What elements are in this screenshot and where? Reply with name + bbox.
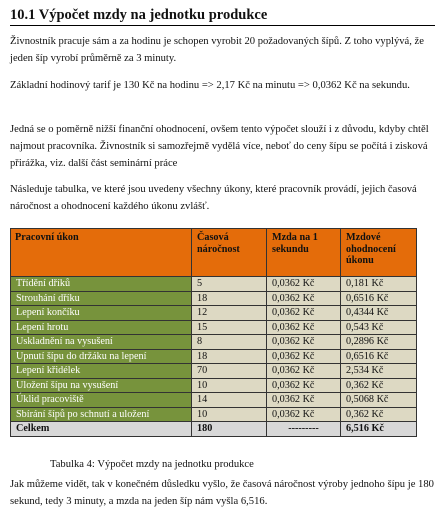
task-cell: Lepení křidélek bbox=[11, 364, 192, 379]
task-cell: Lepení hrotu bbox=[11, 320, 192, 335]
table-row bbox=[11, 335, 417, 350]
table-row bbox=[11, 291, 417, 306]
task-cell: Uskladnění na vysušení bbox=[11, 335, 192, 350]
paragraph-conclusion: Jak můžeme vidět, tak v konečném důsledku vyšlo, že časová náročnost výroby jednoho šípu je 180 sekund, tedy 3 minuty, a mzda na jeden šíp nám vyšla 6,516. bbox=[10, 479, 434, 507]
duration-cell: 8 bbox=[192, 335, 267, 350]
paragraph-evaluation-note: Jedná se o poměrně nižší finanční ohodnocení, ovšem tento výpočet slouží i z důvodu, kdyby chtěl najmout pracovníka. Živnostník si samozřejmě vydělá více, neboť do ceny šípu se počítá i zisková přirážka, viz. další část seminární práce bbox=[10, 124, 429, 169]
table-row bbox=[11, 393, 417, 408]
task-wage-cell: 0,362 Kč bbox=[341, 407, 417, 422]
wage-table bbox=[10, 228, 417, 437]
task-cell: Úklid pracoviště bbox=[11, 393, 192, 408]
wage-per-second-cell: 0,0362 Kč bbox=[267, 291, 341, 306]
table-row bbox=[11, 306, 417, 321]
header-wage-per-second: Mzda na 1 sekundu bbox=[267, 229, 341, 277]
table-caption: Tabulka 4: Výpočet mzdy na jednotku produkce bbox=[50, 459, 254, 470]
task-wage-cell: 0,543 Kč bbox=[341, 320, 417, 335]
task-cell: Lepení končíku bbox=[11, 306, 192, 321]
table-row bbox=[11, 407, 417, 422]
wage-per-second-cell: 0,0362 Kč bbox=[267, 407, 341, 422]
duration-cell: 18 bbox=[192, 349, 267, 364]
duration-cell: 10 bbox=[192, 378, 267, 393]
task-cell: Sbírání šípů po schnutí a uložení bbox=[11, 407, 192, 422]
task-wage-cell: 2,534 Kč bbox=[341, 364, 417, 379]
task-wage-cell: 0,362 Kč bbox=[341, 378, 417, 393]
paragraph-production-rate: Živnostník pracuje sám a za hodinu je schopen vyrobit 20 požadovaných šípů. Z toho vyplývá, že jeden šíp vyrobí průměrně za 3 minuty. bbox=[10, 36, 424, 64]
total-wage-per-second: --------- bbox=[267, 422, 341, 437]
task-wage-cell: 0,2896 Kč bbox=[341, 335, 417, 350]
task-cell: Strouhání dříku bbox=[11, 291, 192, 306]
wage-per-second-cell: 0,0362 Kč bbox=[267, 306, 341, 321]
task-cell: Třídění dříků bbox=[11, 277, 192, 292]
heading-rule bbox=[10, 25, 435, 26]
task-wage-cell: 0,6516 Kč bbox=[341, 349, 417, 364]
duration-cell: 70 bbox=[192, 364, 267, 379]
paragraph-hourly-rate: Základní hodinový tarif je 130 Kč na hodinu => 2,17 Kč na minutu => 0,0362 Kč na sekundu. bbox=[10, 80, 410, 91]
table-row bbox=[11, 349, 417, 364]
duration-cell: 18 bbox=[192, 291, 267, 306]
duration-cell: 15 bbox=[192, 320, 267, 335]
wage-per-second-cell: 0,0362 Kč bbox=[267, 335, 341, 350]
table-row bbox=[11, 320, 417, 335]
header-task-wage: Mzdové ohodnocení úkonu bbox=[341, 229, 417, 277]
task-wage-cell: 0,4344 Kč bbox=[341, 306, 417, 321]
paragraph-table-intro: Následuje tabulka, ve které jsou uvedeny všechny úkony, které pracovník provádí, jejich časová náročnost a ohodnocení každého úkonu zvlášť. bbox=[10, 184, 417, 212]
wage-per-second-cell: 0,0362 Kč bbox=[267, 320, 341, 335]
task-wage-cell: 0,6516 Kč bbox=[341, 291, 417, 306]
duration-cell: 10 bbox=[192, 407, 267, 422]
table-header-row bbox=[11, 229, 417, 277]
duration-cell: 14 bbox=[192, 393, 267, 408]
header-duration: Časová náročnost bbox=[192, 229, 267, 277]
wage-per-second-cell: 0,0362 Kč bbox=[267, 277, 341, 292]
duration-cell: 5 bbox=[192, 277, 267, 292]
total-duration: 180 bbox=[192, 422, 267, 437]
wage-per-second-cell: 0,0362 Kč bbox=[267, 378, 341, 393]
task-cell: Uložení šípu na vysušení bbox=[11, 378, 192, 393]
task-wage-cell: 0,181 Kč bbox=[341, 277, 417, 292]
table-row bbox=[11, 277, 417, 292]
task-wage-cell: 0,5068 Kč bbox=[341, 393, 417, 408]
total-wage: 6,516 Kč bbox=[341, 422, 417, 437]
table-total-row bbox=[11, 422, 417, 437]
duration-cell: 12 bbox=[192, 306, 267, 321]
table-row bbox=[11, 364, 417, 379]
wage-per-second-cell: 0,0362 Kč bbox=[267, 349, 341, 364]
section-heading: 10.1 Výpočet mzdy na jednotku produkce bbox=[10, 7, 268, 23]
total-label: Celkem bbox=[11, 422, 192, 437]
task-cell: Upnutí šípu do držáku na lepení bbox=[11, 349, 192, 364]
table-row bbox=[11, 378, 417, 393]
wage-per-second-cell: 0,0362 Kč bbox=[267, 364, 341, 379]
wage-per-second-cell: 0,0362 Kč bbox=[267, 393, 341, 408]
header-task: Pracovní úkon bbox=[11, 229, 192, 277]
